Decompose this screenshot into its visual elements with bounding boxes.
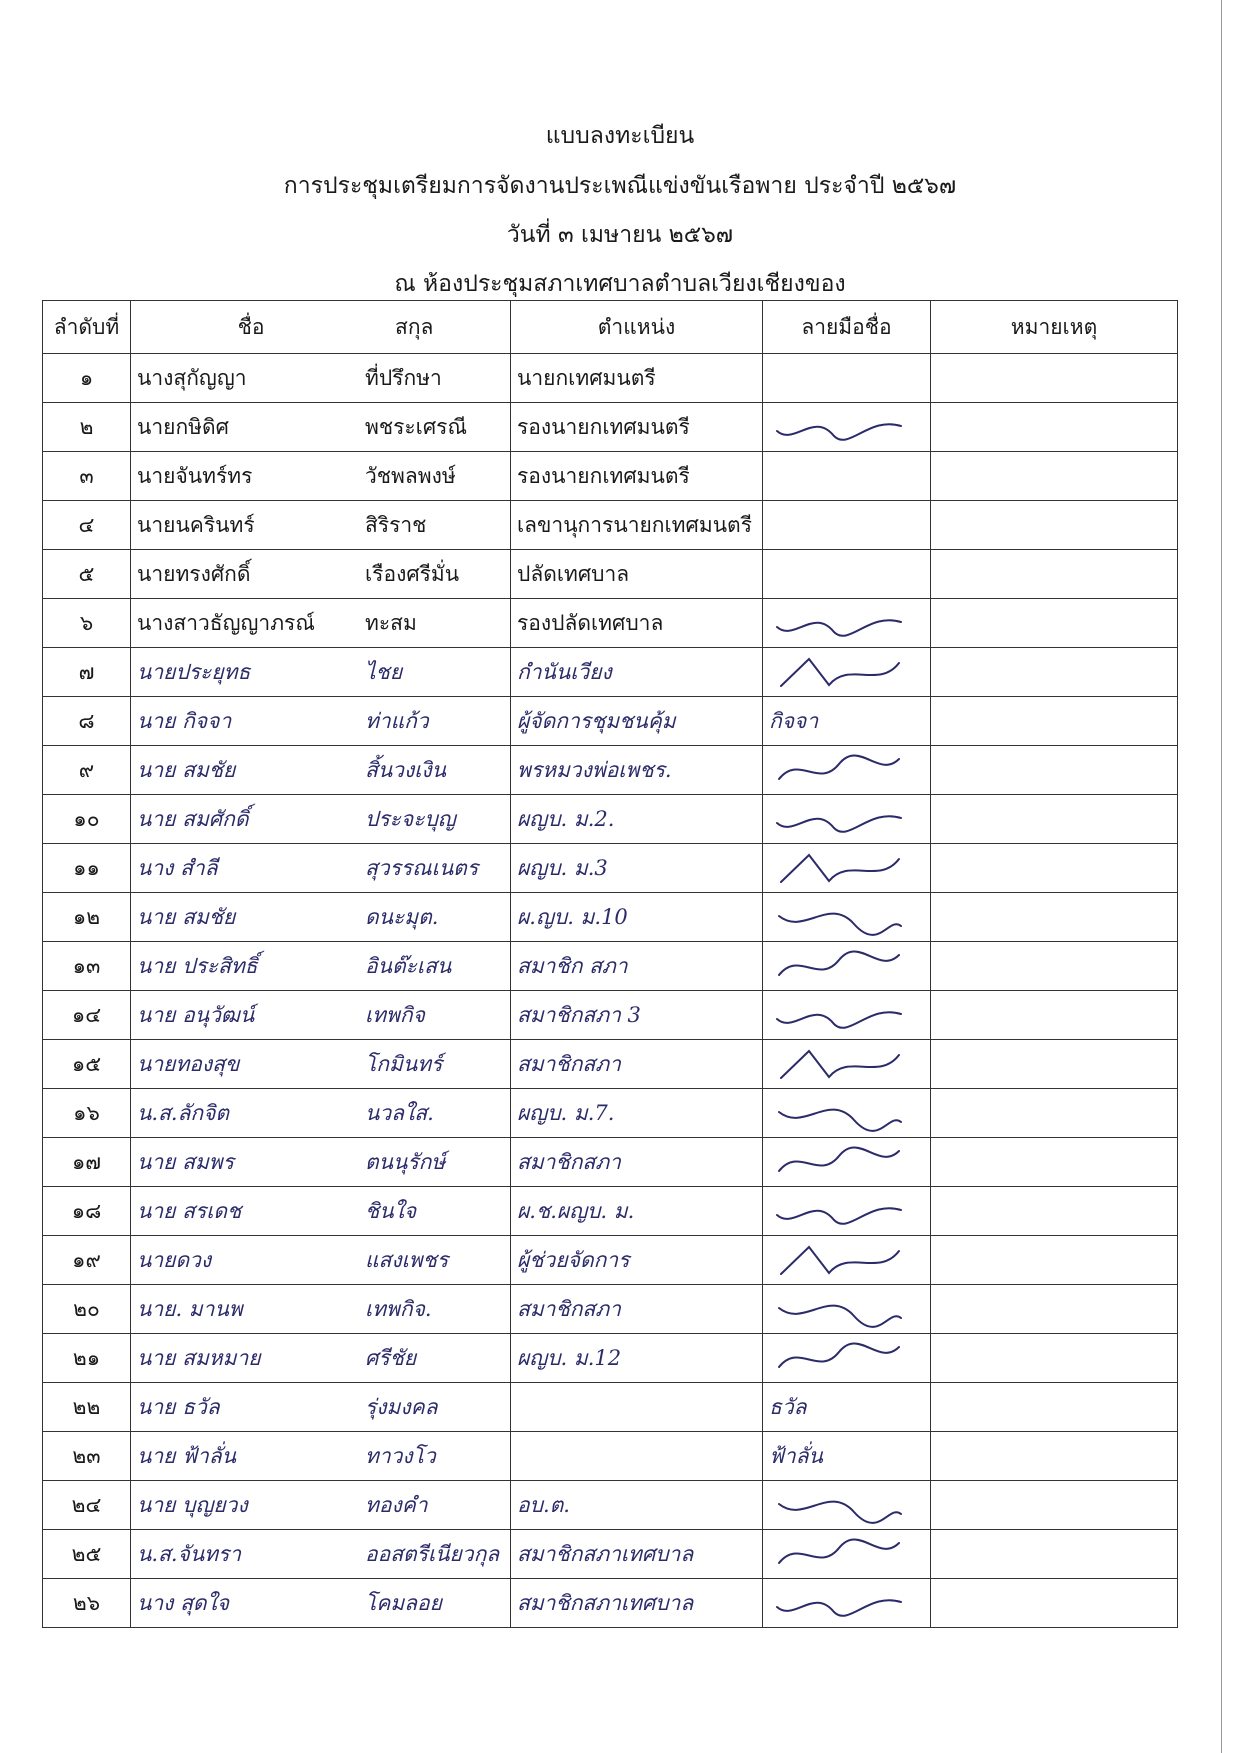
row-signature-cell [763,1089,931,1138]
row-number: ๑๒ [43,893,131,942]
row-position: เลขานุการนายกเทศมนตรี [511,501,763,550]
row-surname: พชระเศรณี [365,414,467,439]
table-row [43,893,1178,942]
row-number: ๕ [43,550,131,599]
row-name-cell [131,1530,511,1579]
table-row [43,1432,1178,1481]
row-position: สมาชิกสภา [511,1138,763,1187]
row-first-name: น.ส.จันทรา [137,1541,242,1566]
row-surname: แสงเพชร [365,1247,449,1272]
signature-scribble-icon [769,1484,909,1526]
row-signature-cell [763,403,931,452]
col-header-no: ลำดับที่ [43,301,131,354]
table-row [43,746,1178,795]
row-first-name: นาง สำลี [137,855,218,880]
row-first-name: นายประยุทธ [137,659,251,684]
row-position: ผญบ. ม.2. [511,795,763,844]
row-name-cell [131,1481,511,1530]
row-first-name: นายกษิดิศ [137,414,229,439]
col-header-signature: ลายมือชื่อ [763,301,931,354]
row-remark [931,452,1178,501]
table-header-row [43,301,1178,354]
table-row [43,1187,1178,1236]
row-signature-cell [763,746,931,795]
signature-scribble-icon [769,651,909,693]
table-row [43,1530,1178,1579]
row-name-cell [131,1089,511,1138]
row-signature-cell [763,991,931,1040]
row-signature-cell [763,1187,931,1236]
row-name-cell [131,746,511,795]
table-row [43,1579,1178,1628]
row-position: รองนายกเทศมนตรี [511,403,763,452]
scan-edge-line [1221,0,1222,1753]
table-row [43,1089,1178,1138]
row-signature-cell [763,942,931,991]
row-first-name: นาย อนุวัฒน์ [137,1002,255,1027]
row-name-cell [131,550,511,599]
row-number: ๑๘ [43,1187,131,1236]
row-number: ๑๕ [43,1040,131,1089]
row-position [511,1383,763,1432]
table-row [43,1138,1178,1187]
row-signature-cell [763,452,931,501]
row-surname: เทพกิจ [365,1002,425,1027]
row-position: สมาชิกสภา [511,1040,763,1089]
row-name-cell [131,697,511,746]
row-number: ๘ [43,697,131,746]
row-first-name: นางสุกัญญา [137,365,247,390]
row-first-name: นาย ฟ้าลั่น [137,1443,237,1468]
row-remark [931,1285,1178,1334]
table-row [43,354,1178,403]
row-surname: ประจะบุญ [365,806,456,831]
row-signature-cell [763,795,931,844]
table-row [43,1236,1178,1285]
row-surname: สุวรรณเนตร [365,855,479,880]
row-first-name: นายนครินทร์ [137,512,255,537]
row-signature-cell [763,599,931,648]
row-first-name: นาย สมชัย [137,757,236,782]
row-remark [931,1481,1178,1530]
row-remark [931,1236,1178,1285]
row-signature-cell [763,1236,931,1285]
row-first-name: นาง สุดใจ [137,1590,230,1615]
row-surname: รุ่งมงคล [365,1394,438,1419]
row-remark [931,1432,1178,1481]
row-remark [931,403,1178,452]
table-row [43,1383,1178,1432]
table-row [43,1285,1178,1334]
row-first-name: นาย บุญยวง [137,1492,248,1517]
row-position: ผญบ. ม.3 [511,844,763,893]
table-row [43,844,1178,893]
row-first-name: น.ส.ลักจิต [137,1100,230,1125]
table-row [43,452,1178,501]
row-surname: ทองคำ [365,1492,428,1517]
row-position: ปลัดเทศบาล [511,550,763,599]
row-signature-text: กิจจา [769,708,819,733]
col-header-position: ตำแหน่ง [511,301,763,354]
row-number: ๒๕ [43,1530,131,1579]
row-first-name: นายทรงศักดิ์ [137,561,251,586]
row-position: สมาชิกสภาเทศบาล [511,1579,763,1628]
row-name-cell [131,991,511,1040]
row-signature-cell [763,697,931,746]
row-first-name: นาย. มานพ [137,1296,243,1321]
row-remark [931,648,1178,697]
row-signature-cell [763,1138,931,1187]
row-surname: โกมินทร์ [365,1051,443,1076]
row-first-name: นาย สรเดช [137,1198,242,1223]
table-row [43,550,1178,599]
row-name-cell [131,403,511,452]
row-signature-cell [763,354,931,403]
row-first-name: นาย สมหมาย [137,1345,261,1370]
row-position: นายกเทศมนตรี [511,354,763,403]
table-row [43,795,1178,844]
signature-scribble-icon [769,798,909,840]
row-position: พรหมวงพ่อเพชร. [511,746,763,795]
row-remark [931,697,1178,746]
col-header-name [131,301,511,354]
signature-scribble-icon [769,1092,909,1134]
row-remark [931,795,1178,844]
row-number: ๑๗ [43,1138,131,1187]
table-row [43,991,1178,1040]
row-remark [931,1383,1178,1432]
row-remark [931,1579,1178,1628]
row-surname: ทะสม [365,610,417,635]
row-signature-cell [763,501,931,550]
row-position: ผ.ช.ผญบ. ม. [511,1187,763,1236]
row-surname: ศรีชัย [365,1345,417,1370]
row-signature-cell [763,1334,931,1383]
form-title: แบบลงทะเบียน [545,123,695,149]
row-surname: นวลใส. [365,1100,434,1125]
row-position: รองนายกเทศมนตรี [511,452,763,501]
row-number: ๑๓ [43,942,131,991]
row-name-cell [131,1040,511,1089]
row-name-cell [131,1334,511,1383]
row-surname: ท่าแก้ว [365,708,429,733]
meeting-date: วันที่ ๓ เมษายน ๒๕๖๗ [506,222,734,248]
row-name-cell [131,1432,511,1481]
table-row [43,599,1178,648]
row-first-name: นาย สมพร [137,1149,234,1174]
row-name-cell [131,1383,511,1432]
row-name-cell [131,501,511,550]
row-position: ผู้ช่วยจัดการ [511,1236,763,1285]
row-position: สมาชิกสภาเทศบาล [511,1530,763,1579]
signature-scribble-icon [769,749,909,791]
row-signature-text: ธวัล [769,1394,807,1419]
row-position: สมาชิก สภา [511,942,763,991]
signature-scribble-icon [769,945,909,987]
row-signature-text: ฟ้าลั่น [769,1443,823,1468]
row-signature-cell [763,1285,931,1334]
row-remark [931,1040,1178,1089]
table-row [43,697,1178,746]
row-position [511,1432,763,1481]
row-remark [931,746,1178,795]
row-number: ๑๐ [43,795,131,844]
row-surname: อินต๊ะเสน [365,953,452,978]
row-number: ๒๑ [43,1334,131,1383]
row-first-name: นาย สมชัย [137,904,236,929]
row-first-name: นาย สมศักดิ์ [137,806,249,831]
row-signature-cell [763,893,931,942]
row-remark [931,1138,1178,1187]
row-remark [931,354,1178,403]
row-signature-cell [763,1579,931,1628]
row-remark [931,599,1178,648]
row-number: ๔ [43,501,131,550]
row-signature-cell [763,1383,931,1432]
row-first-name: นายทองสุข [137,1051,240,1076]
row-name-cell [131,1138,511,1187]
row-number: ๑๔ [43,991,131,1040]
table-row [43,1481,1178,1530]
row-number: ๑๑ [43,844,131,893]
row-name-cell [131,893,511,942]
row-name-cell [131,1285,511,1334]
row-remark [931,550,1178,599]
row-first-name: นายดวง [137,1247,212,1272]
row-signature-cell [763,1530,931,1579]
col-header-remark: หมายเหตุ [931,301,1178,354]
row-surname: สิริราช [365,512,427,537]
row-number: ๒๒ [43,1383,131,1432]
row-position: รองปลัดเทศบาล [511,599,763,648]
meeting-location: ณ ห้องประชุมสภาเทศบาลตำบลเวียงเชียงของ [394,271,846,297]
signature-scribble-icon [769,406,909,448]
row-name-cell [131,452,511,501]
row-name-cell [131,354,511,403]
row-remark [931,1187,1178,1236]
row-first-name: นาย กิจจา [137,708,232,733]
row-surname: โคมลอย [365,1590,442,1615]
row-remark [931,1530,1178,1579]
row-surname: ที่ปรึกษา [365,365,442,390]
row-name-cell [131,1579,511,1628]
row-number: ๒ [43,403,131,452]
row-first-name: นางสาวธัญญาภรณ์ [137,610,315,635]
row-number: ๒๐ [43,1285,131,1334]
row-number: ๑๖ [43,1089,131,1138]
row-position: สมาชิกสภา 3 [511,991,763,1040]
row-signature-cell [763,648,931,697]
row-remark [931,501,1178,550]
row-number: ๒๓ [43,1432,131,1481]
row-surname: ดนะมุต. [365,904,439,929]
row-number: ๖ [43,599,131,648]
table-row [43,648,1178,697]
signature-scribble-icon [769,1533,909,1575]
row-position: ผญบ. ม.7. [511,1089,763,1138]
signature-scribble-icon [769,1337,909,1379]
row-surname: วัชพลพงษ์ [365,463,456,488]
signature-scribble-icon [769,1288,909,1330]
row-number: ๙ [43,746,131,795]
row-remark [931,893,1178,942]
row-name-cell [131,599,511,648]
row-surname: ไชย [365,659,403,684]
row-surname: ออสตรีเนียวกุล [365,1541,500,1566]
row-position: อบ.ต. [511,1481,763,1530]
table-row [43,942,1178,991]
signature-scribble-icon [769,1043,909,1085]
row-remark [931,844,1178,893]
row-signature-cell [763,1432,931,1481]
row-first-name: นายจันทร์ทร [137,463,253,488]
signature-scribble-icon [769,847,909,889]
row-surname: เรืองศรีมั่น [365,561,460,586]
row-signature-cell [763,1481,931,1530]
table-row [43,1040,1178,1089]
row-name-cell [131,844,511,893]
signature-scribble-icon [769,1582,909,1624]
row-number: ๑ [43,354,131,403]
row-number: ๒๔ [43,1481,131,1530]
row-signature-cell [763,550,931,599]
row-name-cell [131,795,511,844]
signature-scribble-icon [769,1190,909,1232]
row-signature-cell [763,1040,931,1089]
row-position: กำนันเวียง [511,648,763,697]
row-position: สมาชิกสภา [511,1285,763,1334]
table-row [43,1334,1178,1383]
row-remark [931,991,1178,1040]
row-name-cell [131,1187,511,1236]
row-position: ผญบ. ม.12 [511,1334,763,1383]
row-name-cell [131,942,511,991]
row-number: ๒๖ [43,1579,131,1628]
col-header-surname: สกุล [395,314,434,339]
row-name-cell [131,648,511,697]
row-remark [931,942,1178,991]
row-name-cell [131,1236,511,1285]
row-first-name: นาย ประสิทธิ์ [137,953,258,978]
row-remark [931,1334,1178,1383]
signature-scribble-icon [769,1239,909,1281]
table-row [43,501,1178,550]
row-surname: เทพกิจ. [365,1296,432,1321]
row-number: ๑๙ [43,1236,131,1285]
registration-table [42,300,1178,1628]
col-header-first-name: ชื่อ [237,314,265,339]
table-body [43,354,1178,1628]
signature-scribble-icon [769,1141,909,1183]
row-surname: ตนนุรักษ์ [365,1149,446,1174]
signature-scribble-icon [769,602,909,644]
row-remark [931,1089,1178,1138]
row-number: ๓ [43,452,131,501]
row-number: ๗ [43,648,131,697]
row-surname: สิ้นวงเงิน [365,757,447,782]
signature-scribble-icon [769,994,909,1036]
row-surname: ทาวงโว [365,1443,436,1468]
row-surname: ชินใจ [365,1198,417,1223]
row-position: ผ.ญบ. ม.10 [511,893,763,942]
meeting-title: การประชุมเตรียมการจัดงานประเพณีแข่งขันเรือพาย ประจำปี ๒๕๖๗ [283,173,957,199]
row-position: ผู้จัดการชุมชนคุ้ม [511,697,763,746]
signature-scribble-icon [769,896,909,938]
table-row [43,403,1178,452]
row-first-name: นาย ธวัล [137,1394,220,1419]
row-signature-cell [763,844,931,893]
